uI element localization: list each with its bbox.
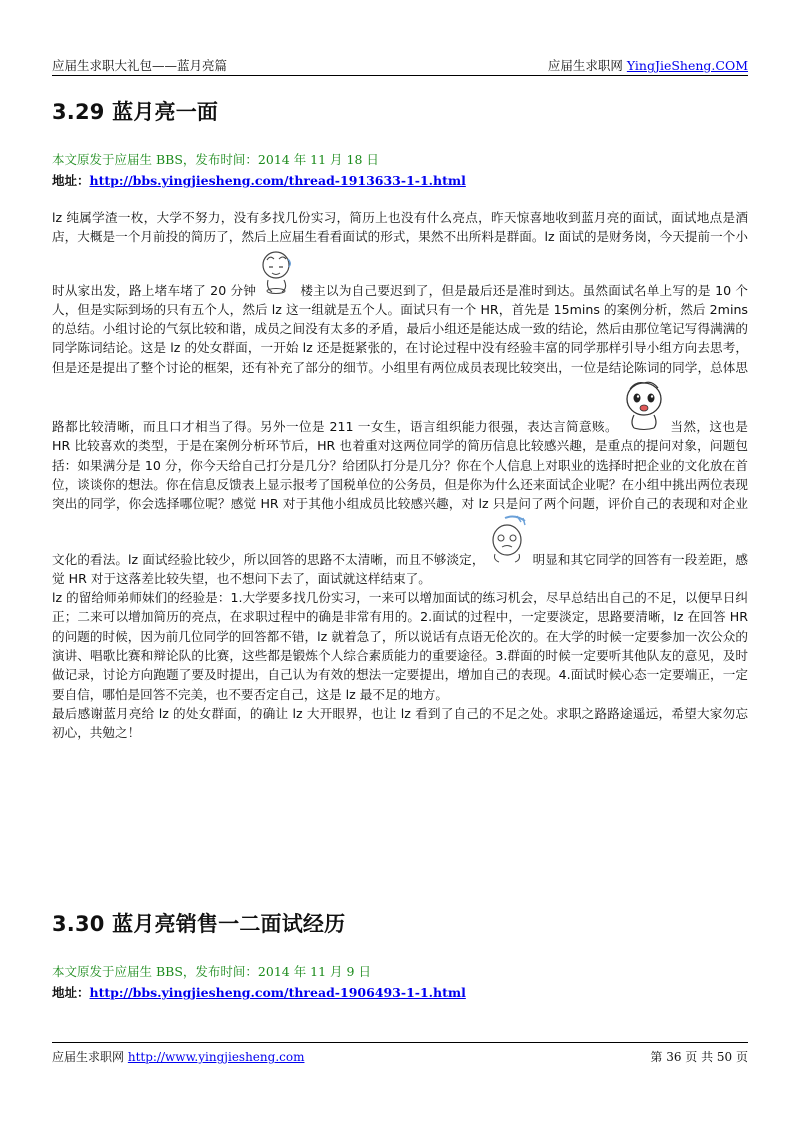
paragraph-2: lz 的留给师弟师妹们的经验是：1.大学要多找几份实习，一来可以增加面试的练习机会，尽早总结出自己的不足，以便早日纠正；二来可以增加简历的亮点，在求职过程中的确是非常有用的。2.面试的过程中，一定要淡定，思路要清晰，lz 在回答 HR 的问题的时候，因为前几位同学的回答都不错，lz 就着急了，所以说话有点语无伦次的。在大学的时候一定要参加一次公众的演讲、唱歌比赛和辩论队的比赛，这些都是锻炼个人综合素质能力的重要途径。3.群面的时候一定要听其他队友的意见，及时做记录，讨论方向跑题了要及时提出，自己认为有效的想法一定要提出，增加自己的表现。4.面试时候心态一定要端正，一定要自信，哪怕是回答不完美，也不要否定自己，这是 lz 最不足的地方。 [52, 590, 748, 702]
paragraph-1 [52, 208, 748, 588]
thread-link-330[interactable]: http://bbs.yingjiesheng.com/thread-1906493-1-1.html [89, 985, 466, 1000]
header-site-name: 应届生求职网 [547, 58, 623, 73]
footer-site-link[interactable]: http://www.yingjiesheng.com [127, 1050, 305, 1064]
page-header [52, 52, 748, 74]
paragraph-1-part-c: 当然，这也是 HR 比较喜欢的类型，于是在案例分析环节后，HR 也着重对这两位同学的简历信息比较感兴趣，是重点的提问对象，问题包括：如果满分是 10 分，你今天给自己打分是几分？给团队打分是几分？你在个人信息上对职业的选择时把企业的文化放在首位，谈谈你的想法。你在信息反馈表上显示报考了国税单位的公务员，但是你为什么还来面试企业呢？在小组中挑出两位表现突出的同学，你会选择哪位呢？感觉 HR 对于其他小组成员比较感兴趣，对 lz 只是问了两个问题，评价自己的表现和对企业文化的看法。lz 面试经验比较少，所以回答的思路不太清晰，而且不够淡定， [52, 419, 749, 567]
paragraph-3: 最后感谢蓝月亮给 lz 的处女群面，的确让 lz 大开眼界，也让 lz 看到了自己的不足之处。求职之路路途遥远，希望大家勿忘初心，共勉之！ [52, 705, 748, 741]
thread-link-329[interactable]: http://bbs.yingjiesheng.com/thread-1913633-1-1.html [89, 173, 466, 188]
footer-site [52, 1048, 304, 1065]
header-site [548, 56, 748, 74]
section-title-329: 3.29 蓝月亮一面 [52, 100, 219, 124]
section-address-329 [52, 171, 466, 189]
section-meta-330: 本文原发于应届生 BBS，发布时间：2014 年 11 月 9 日 [52, 964, 371, 979]
header-site-link[interactable]: YingJieSheng.COM [626, 58, 748, 73]
smile-emoticon-icon [620, 377, 668, 436]
sweat-emoticon-icon [258, 247, 298, 300]
nervous-emoticon-icon [487, 514, 531, 569]
paragraph-1-part-a: lz 纯属学渣一枚，大学不努力，没有多找几份实习，简历上也没有什么亮点，昨天惊喜地收到蓝月亮的面试，面试地点是酒店，大概是一个月前投的简历了，然后上应届生看看面试的形式，果然不出所料是群面。lz 面试的是财务岗，今天提前一个小时从家出发，路上堵车堵了 20 分钟 [52, 210, 748, 298]
header-title: 应届生求职大礼包——蓝月亮篇 [52, 58, 228, 73]
header-divider [52, 75, 748, 76]
article-body-329 [52, 208, 748, 743]
section-title-330: 3.30 蓝月亮销售一二面试经历 [52, 912, 346, 936]
page-footer [52, 1048, 748, 1068]
section-meta-329: 本文原发于应届生 BBS，发布时间：2014 年 11 月 18 日 [52, 152, 379, 167]
address-label: 地址： [52, 985, 90, 1000]
address-label: 地址： [52, 173, 90, 188]
paragraph-1-part-b: 楼主以为自己要迟到了，但是最后还是准时到达。虽然面试名单上写的是 10 个人，但是实际到场的只有五个人，然后 lz 这一组就是五个人。面试只有一个 HR，首先是 15mins 的案例分析，然后 2mins 的总结。小组讨论的气氛比较和谐，成员之间没有太多的矛盾，最后小组还是能达成一致的结论，然后由那位笔记写得满满的同学陈词结论。这是 lz 的处女群面，一开始 lz 还是挺紧张的，在讨论过程中没有经验丰富的同学那样引导小组方向去思考，但是还是提出了整个讨论的框架，还有补充了部分的细节。小组里有两位成员表现比较突出，一位是结论陈词的同学，总体思路都比较清晰，而且口才相当了得。另外一位是 211 一女生，语言组织能力很强，表达言简意赅。 [52, 282, 748, 435]
footer-site-name: 应届生求职网 [52, 1050, 125, 1064]
paragraph-1-part-d: 明显和其它同学的回答有一段差距，感觉 HR 对于这落差比较失望，也不想问下去了，面试就这样结束了。 [52, 551, 748, 586]
footer-divider [52, 1042, 748, 1043]
page-number: 第 36 页 共 50 页 [650, 1050, 748, 1064]
section-address-330 [52, 983, 466, 1001]
